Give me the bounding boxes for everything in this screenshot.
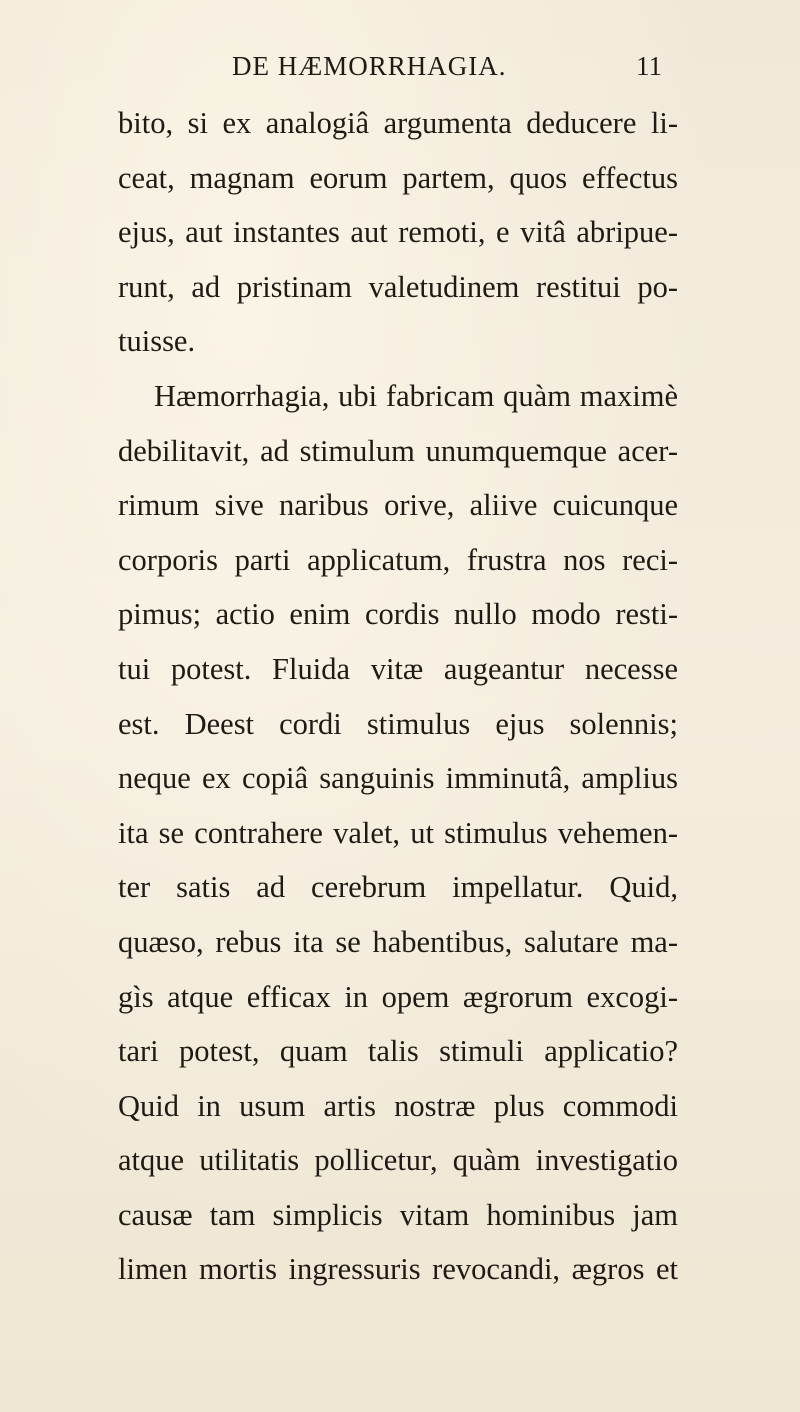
text-line: Quid in usum artis nostræ plus commodi xyxy=(118,1088,678,1123)
text-line: limen mortis ingressuris revocandi, ægros et xyxy=(118,1252,678,1287)
text-line: atque utilitatis pollicetur, quàm investigatio xyxy=(118,1143,678,1178)
text-line: ceat, magnam eorum partem, quos effectus xyxy=(118,160,678,195)
text-line: quæso, rebus ita se habentibus, salutare ma- xyxy=(118,924,678,959)
body-text xyxy=(118,96,678,1297)
text-line: rimum sive naribus orive, aliive cuicunque xyxy=(118,488,678,523)
running-head xyxy=(0,50,800,90)
page-number: 11 xyxy=(636,51,662,81)
text-line: bito, si ex analogiâ argumenta deducere li- xyxy=(118,106,678,140)
text-line: pimus; actio enim cordis nullo modo resti- xyxy=(118,597,678,632)
text-line: causæ tam simplicis vitam hominibus jam xyxy=(118,1197,678,1232)
text-line: tui potest. Fluida vitæ augeantur necesse xyxy=(118,651,678,686)
text-line-paragraph-start: Hæmorrhagia, ubi fabricam quàm maximè xyxy=(154,378,678,413)
text-line: tuisse. xyxy=(118,324,196,359)
text-line: neque ex copiâ sanguinis imminutâ, amplius xyxy=(118,761,678,796)
text-line: tari potest, quam talis stimuli applicatio? xyxy=(118,1034,678,1069)
running-title: DE HÆMORRHAGIA. xyxy=(232,51,507,81)
text-line: corporis parti applicatum, frustra nos reci- xyxy=(118,542,678,577)
text-line: runt, ad pristinam valetudinem restitui po- xyxy=(118,269,678,304)
text-line: gìs atque efficax in opem ægrorum excogi- xyxy=(118,979,678,1014)
text-line: ejus, aut instantes aut remoti, e vitâ abripue- xyxy=(118,215,678,250)
text-line: ita se contrahere valet, ut stimulus vehemen- xyxy=(118,815,678,850)
text-line: debilitavit, ad stimulum unumquemque acer- xyxy=(118,433,678,468)
text-line: ter satis ad cerebrum impellatur. Quid, xyxy=(118,870,678,905)
text-line: est. Deest cordi stimulus ejus solennis; xyxy=(118,706,678,741)
